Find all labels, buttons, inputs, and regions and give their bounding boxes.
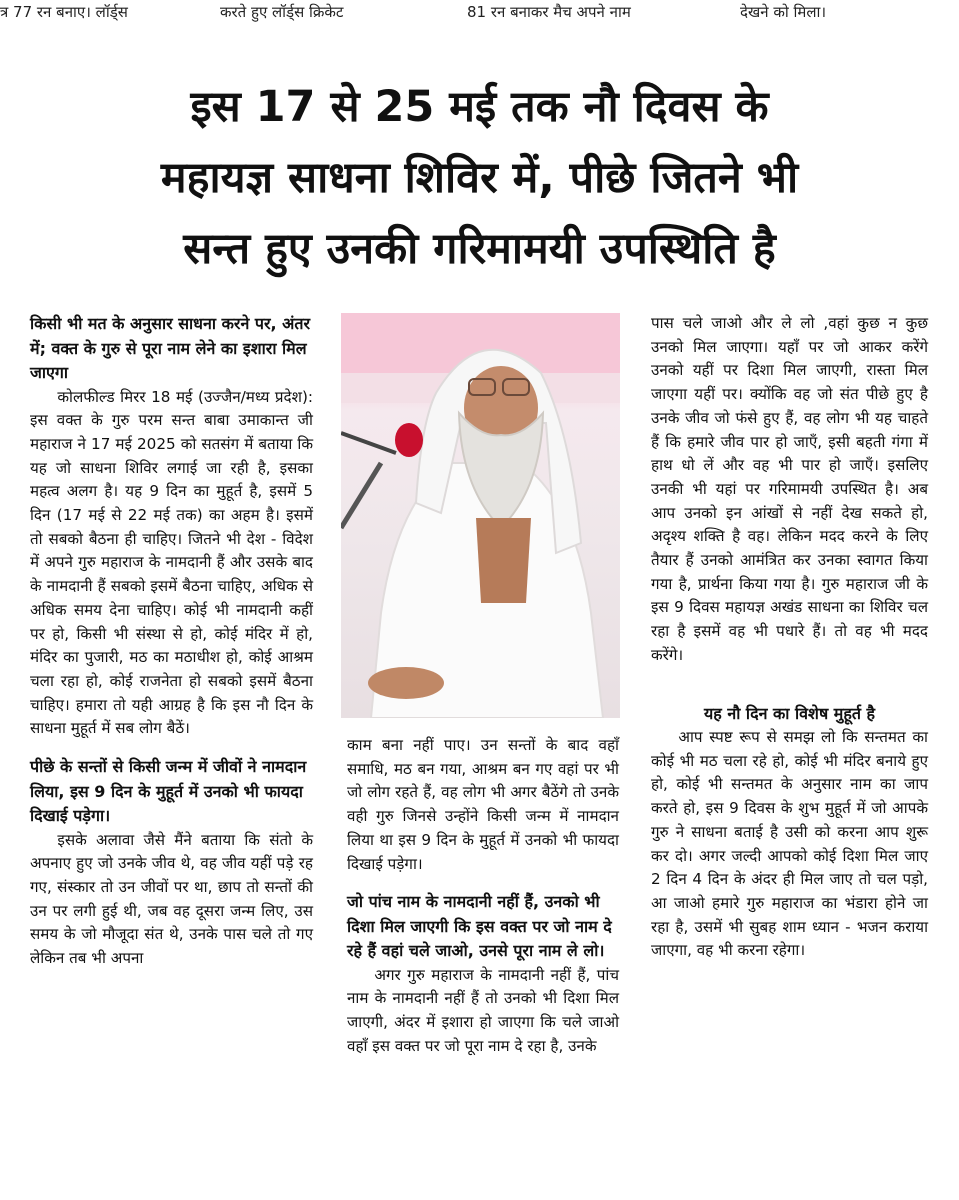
headline-line-2: महायज्ञ साधना शिविर में, पीछे जितने भी xyxy=(160,153,799,203)
headline-line-1: इस 17 से 25 मई तक नौ दिवस के xyxy=(190,82,769,132)
column-1-subheading-2: पीछे के सन्तों से किसी जन्म में जीवों ने नामदान लिया, इस 9 दिन के मुहूर्त में उनको भी फायदा दिखाई पड़ेगा। xyxy=(30,757,307,826)
column-1-paragraph-1: कोलफील्ड मिरर 18 मई (उज्जैन/मध्य प्रदेश): इस वक्त के गुरु परम सन्त बाबा उमाकान्त जी महाराज ने 17 मई 2025 को सतसंग में बताया कि यह जो साधना शिविर लगाई जा रही है, इसका महत्व अलग है। यह 9 दिन का मुहूर्त है, इसमें 5 दिन (17 मई से 22 मई तक) का अहम है। इसमें तो सबको बैठना ही चाहिए। जितने भी देश - विदेश में अपने गुरु महाराज के नामदानी हैं और उसके बाद के नामदानी हैं सबको इसमें बैठना चाहिए, अधिक से अधिक समय देना चाहिए। कोई भी नामदानी कहीं पर हो, किसी भी संस्था से हो, कोई मंदिर में हो, मंदिर का पुजारी, मठ का मठाधीश हो, कोई आश्रम चला रहा हो, कोई राजनेता हो सबको इसमें बैठना चाहिए। हमारा तो यही आग्रह है कि इस नौ दिन के साधना मुहूर्त में सब लोग बैठें। xyxy=(30,387,313,738)
photo-guru-with-microphone xyxy=(341,313,620,718)
article-column-2 xyxy=(347,734,619,1059)
previous-article-strip xyxy=(0,0,959,26)
headline-line-3: सन्त हुए उनकी गरिमामयी उपस्थिति है xyxy=(183,224,776,274)
strip-text-3: 81 रन बनाकर मैच अपने नाम xyxy=(467,3,631,21)
column-3-subheading: यह नौ दिन का विशेष मुहूर्त है xyxy=(703,703,876,723)
strip-text-1: त्र 77 रन बनाए। लॉर्ड्स xyxy=(0,3,128,21)
column-1-paragraph-2: इसके अलावा जैसे मैंने बताया कि संतो के अपनाए हुए जो उनके जीव थे, वह जीव यहीं पड़े रह गए, संस्कार तो उन जीवों पर था, छाप तो सन्तों की उन पर लगी हुई थी, जब वह दूसरा जन्म लिए, उस समय के जो मौजूदा संत थे, उनके पास चले तो गए लेकिन तब भी अपना xyxy=(30,830,313,968)
column-3-paragraph-2: आप स्पष्ट रूप से समझ लो कि सन्तमत का कोई भी मठ चला रहे हो, कोई भी मंदिर बनाये हुए हो, कोई भी सन्तमत के अनुसार नाम का जाप करते हो, इस 9 दिवस के शुभ मुहूर्त में जो आपके गुरु ने साधना बताई है उसी को करना आप शुरू कर दो। अगर जल्दी आपको कोई दिशा मिल जाए 2 दिन 4 दिन के अंदर ही मिल जाए तो चल पड़ो, आ जाओ हमारे गुरु महाराज का भंडारा होने जा रहा है, उसमें भी सुबह शाम ध्यान - भजन कराया जाएगा, वह भी करना रहेगा। xyxy=(651,728,928,960)
column-3-paragraph-1: पास चले जाओ और ले लो ,वहां कुछ न कुछ उनको मिल जाएगा। यहाँ पर जो आकर करेंगे उनको यहीं पर दिशा मिल जाएगी, रास्ता मिल जाएगा यहीं पर। क्योंकि वह जो संत पीछे हुए है उनके जीव जो फंसे हुए हैं, वह लोग भी यह चाहते हैं कि हमारे जीव पार हो जाएँ, इसी बहती गंगा में हाथ धो लें और वह भी पार हो जाएँ। इसलिए उनकी भी यहां पर गरिमामयी उपस्थित है। अब आप उनको इन आंखों से नहीं देख सकते हो, अदृश्य शक्ति है वह। लेकिन मदद करने के लिए तैयार हैं उनको आमंत्रित कर उनका स्वागत किया गया है, प्रार्थना किया गया है। गुरु महाराज जी के इस 9 दिवस महायज्ञ अखंड साधना का शिविर चल रहा है इसमें वह भी पधारे हैं। तो वह भी मदद करेंगे। xyxy=(651,314,928,664)
strip-text-2: करते हुए लॉर्ड्स क्रिकेट xyxy=(220,3,344,21)
article-column-1 xyxy=(30,312,313,971)
photo-illustration xyxy=(341,313,620,718)
column-2-paragraph-2: अगर गुरु महाराज के नामदानी नहीं हैं, पांच नाम के नामदानी नहीं हैं तो उनको भी दिशा मिल जाएगी, अंदर में इशारा हो जाएगा कि चले जाओ वहाँ इस वक्त पर जो पूरा नाम दे रहा है, उनके xyxy=(347,965,619,1055)
column-2-paragraph-1: काम बना नहीं पाए। उन सन्तों के बाद वहाँ समाधि, मठ बन गया, आश्रम बन गए वहां पर भी जो लोग रहते हैं, वह लोग भी अगर बैठेंगे तो उनके वही गुरु जिनसे उन्होंने किसी जन्म में नामदान लिया था इस 9 दिन के मुहूर्त में उनको भी फायदा दिखाई पड़ेगा। xyxy=(347,736,619,873)
headline xyxy=(20,72,939,285)
column-1-subheading: किसी भी मत के अनुसार साधना करने पर, अंतर में; वक्त के गुरु से पूरा नाम लेने का इशारा मिल जाएगा xyxy=(30,314,311,382)
strip-text-4: देखने को मिला। xyxy=(740,3,827,21)
column-2-subheading: जो पांच नाम के नामदानी नहीं हैं, उनको भी दिशा मिल जाएगी कि इस वक्त पर जो नाम दे रहे हैं वहां चले जाओ, उनसे पूरा नाम ले लो। xyxy=(347,892,612,961)
article-column-3 xyxy=(651,312,928,963)
